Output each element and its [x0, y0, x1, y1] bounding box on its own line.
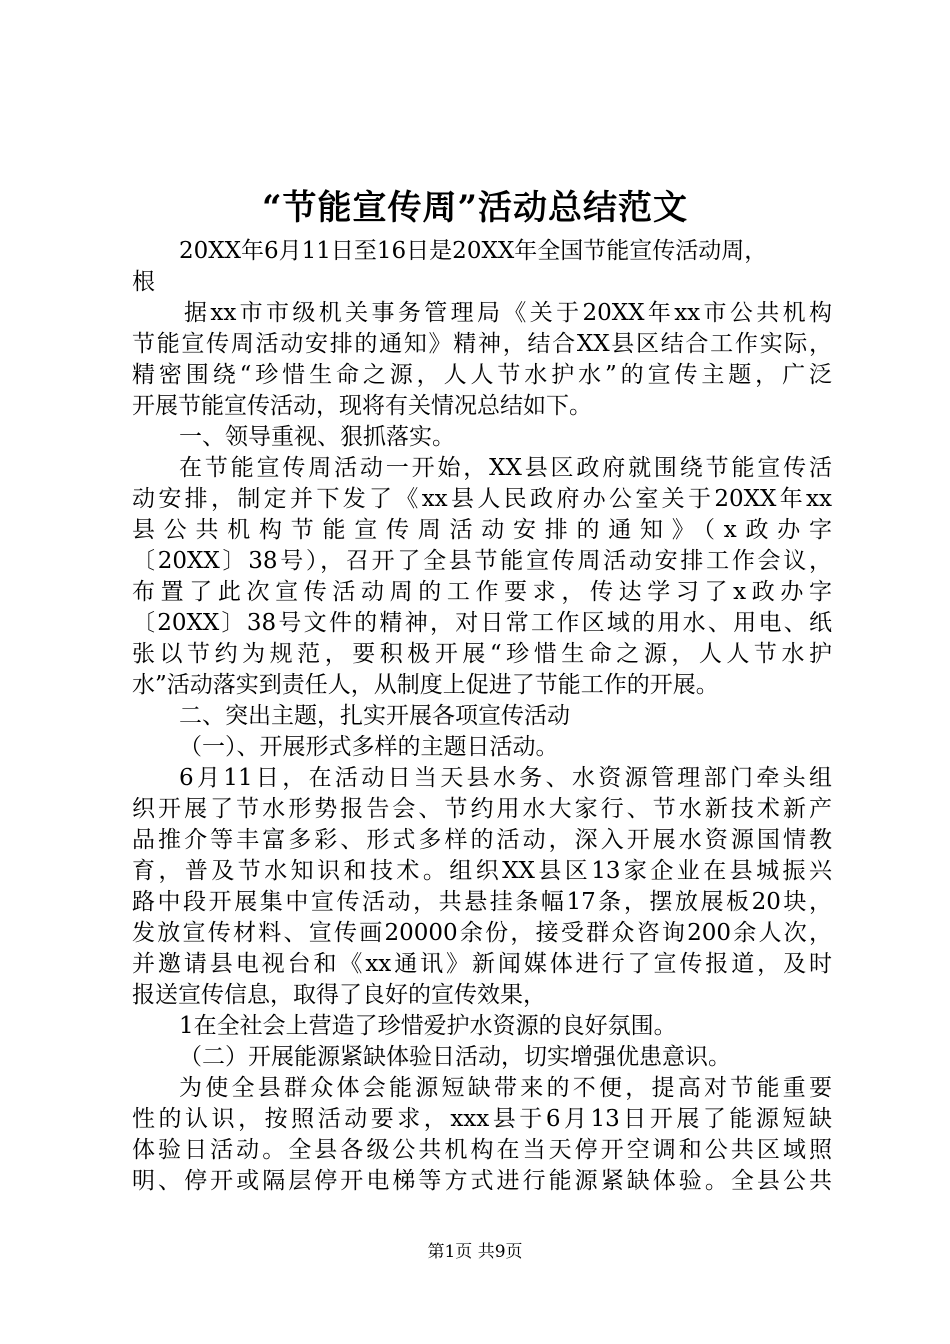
- text-line: 为使全县群众体会能源短缺带来的不便，提高对节能重要: [179, 1075, 832, 1101]
- page-footer: 第1页 共9页: [427, 1242, 523, 1262]
- text-line: 张以节约为规范，要积极开展“珍惜生命之源，人人节水护: [132, 641, 832, 667]
- text-line: 县公共机构节能宣传周活动安排的通知》（x政办字: [132, 517, 832, 543]
- text-line: 1在全社会上营造了珍惜爱护水资源的良好氛围。: [179, 1013, 677, 1039]
- text-line: 水”活动落实到责任人，从制度上促进了节能工作的开展。: [132, 672, 719, 698]
- text-line: 在节能宣传周活动一开始，XX县区政府就围绕节能宣传活: [179, 455, 832, 481]
- document-body: [132, 236, 832, 1197]
- text-line: 〔20XX〕38号），召开了全县节能宣传周活动安排工作会议，: [132, 548, 832, 574]
- text-line: 明、停开或隔层停开电梯等方式进行能源紧缺体验。全县公共: [132, 1168, 832, 1194]
- text-line: 节能宣传周活动安排的通知》精神，结合XX县区结合工作实际，: [132, 331, 832, 357]
- text-line: 开展节能宣传活动，现将有关情况总结如下。: [132, 393, 592, 419]
- text-line: 20XX年6月11日至16日是20XX年全国节能宣传活动周，: [179, 238, 768, 264]
- text-line: 性的认识，按照活动要求，xxx县于6月13日开展了能源短缺: [132, 1106, 832, 1132]
- section-heading: 一、领导重视、狠抓落实。: [179, 424, 455, 450]
- text-line: 体验日活动。全县各级公共机构在当天停开空调和公共区域照: [132, 1137, 832, 1163]
- text-line: 精密围绕“珍惜生命之源，人人节水护水”的宣传主题，广泛: [132, 362, 832, 388]
- text-line: 布置了此次宣传活动周的工作要求，传达学习了x政办字: [132, 579, 832, 605]
- text-line: 育，普及节水知识和技术。组织XX县区13家企业在县城振兴: [132, 858, 832, 884]
- text-line: 据xx市市级机关事务管理局《关于20XX年xx市公共机构: [184, 300, 832, 326]
- text-line: 报送宣传信息，取得了良好的宣传效果，: [132, 982, 546, 1008]
- text-line: 织开展了节水形势报告会、节约用水大家行、节水新技术新产: [132, 796, 832, 822]
- text-line: 品推介等丰富多彩、形式多样的活动，深入开展水资源国情教: [132, 827, 832, 853]
- text-line: 6月11日，在活动日当天县水务、水资源管理部门牵头组: [179, 765, 832, 791]
- subsection-heading: （一）、开展形式多样的主题日活动。: [179, 734, 559, 760]
- text-line: 动安排，制定并下发了《xx县人民政府办公室关于20XX年xx: [132, 486, 832, 512]
- text-line: 发放宣传材料、宣传画20000余份，接受群众咨询200余人次，: [132, 920, 832, 946]
- text-line: 路中段开展集中宣传活动，共悬挂条幅17条，摆放展板20块，: [132, 889, 832, 915]
- subsection-heading: （二）开展能源紧缺体验日活动，切实增强优患意识。: [179, 1044, 731, 1070]
- text-line: 根: [132, 269, 155, 295]
- text-line: 并邀请县电视台和《xx通讯》新闻媒体进行了宣传报道，及时: [132, 951, 832, 977]
- section-heading: 二、突出主题，扎实开展各项宣传活动: [179, 703, 570, 729]
- document-title: “节能宣传周”活动总结范文: [261, 188, 689, 228]
- text-line: 〔20XX〕38号文件的精神，对日常工作区域的用水、用电、纸: [132, 610, 832, 636]
